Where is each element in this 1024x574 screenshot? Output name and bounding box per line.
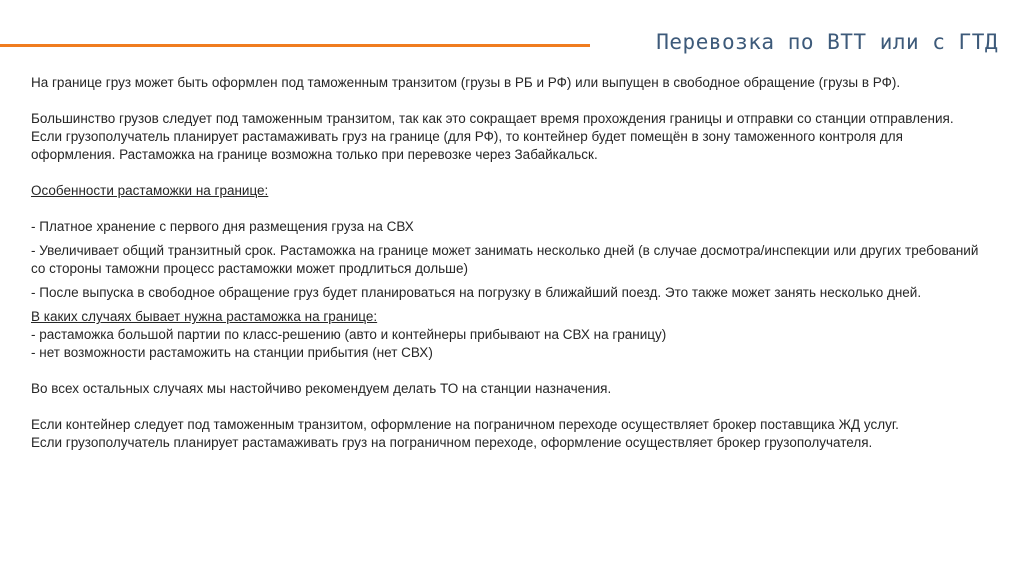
case-item: - нет возможности растаможить на станции прибытия (нет СВХ)	[31, 345, 433, 360]
feature-item: - После выпуска в свободное обращение груз будет планироваться на погрузку в ближайший поезд. Это также может занять несколько дней.	[31, 285, 922, 300]
features-heading: Особенности растаможки на границе:	[31, 183, 269, 198]
cases-heading: В каких случаях бывает нужна растаможка на границе:	[31, 309, 378, 324]
slide-title: Перевозка по ВТТ или с ГТД	[656, 30, 998, 54]
para-transit: Большинство грузов следует под таможенным транзитом, так как это сокращает время прохождения границы и отправки со станции отправления.	[31, 111, 954, 126]
feature-item: - Увеличивает общий транзитный срок. Растаможка на границе может занимать несколько дней (в случае досмотра/инспекции или других требований со стороны таможни процесс растаможки может продлиться дольше)	[31, 243, 979, 276]
para-border-customs: Если грузополучатель планирует растамаживать груз на границе (для РФ), то контейнер будет помещён в зону таможенного контроля для оформления. Растаможка на границе возможна только при перевозке через Забайкальск.	[31, 129, 903, 162]
case-item: - растаможка большой партии по класс-решению (авто и контейнеры прибывают на СВХ на границу)	[31, 327, 667, 342]
para-border-clearance: На границе груз может быть оформлен под таможенным транзитом (грузы в РБ и РФ) или выпущен в свободное обращение (грузы в РФ).	[31, 75, 901, 90]
broker-transit-text: Если контейнер следует под таможенным транзитом, оформление на пограничном переходе осуществляет брокер поставщика ЖД услуг.	[31, 417, 899, 432]
recommendation-text: Во всех остальных случаях мы настойчиво рекомендуем делать ТО на станции назначения.	[31, 381, 612, 396]
broker-consignee-text: Если грузополучатель планирует растамаживать груз на пограничном переходе, оформление осуществляет брокер грузополучателя.	[31, 435, 873, 450]
title-accent-line	[0, 44, 590, 47]
slide-content	[31, 74, 981, 452]
feature-item: - Платное хранение с первого дня размещения груза на СВХ	[31, 219, 414, 234]
